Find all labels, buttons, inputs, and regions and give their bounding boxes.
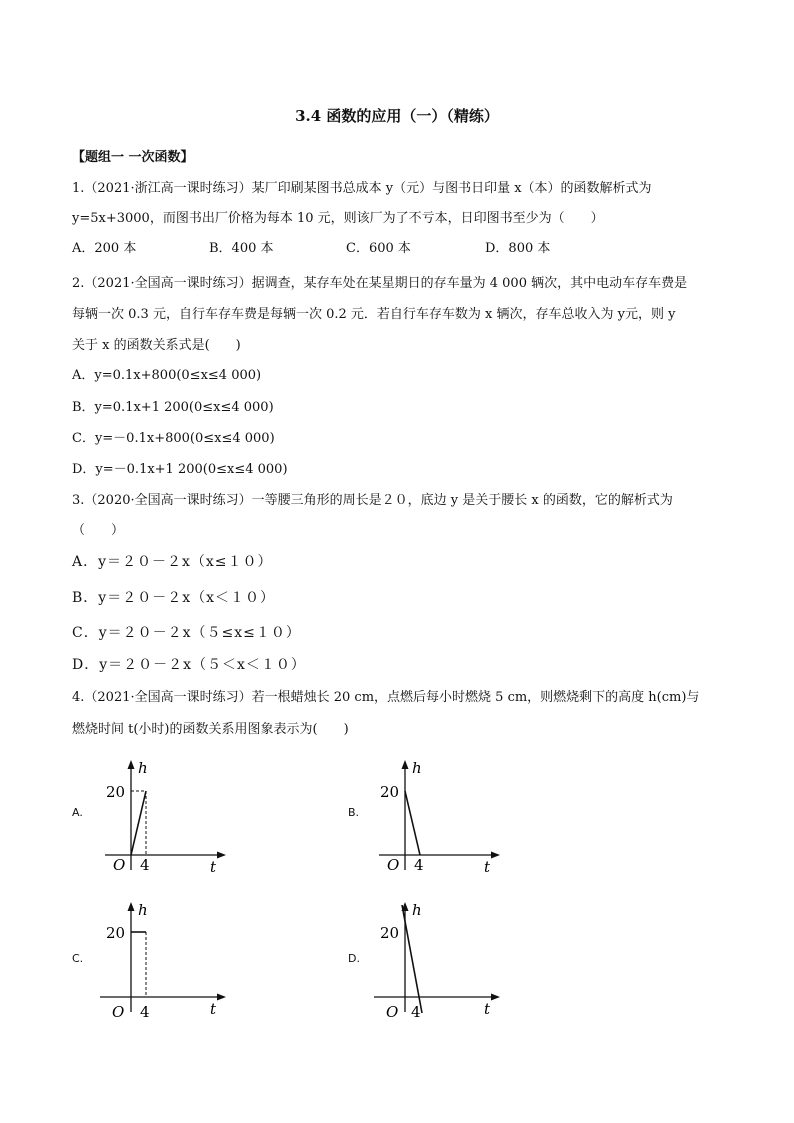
q4-graph-a[interactable] [100, 755, 230, 875]
function-line [131, 791, 146, 855]
y-axis-arrow [402, 760, 409, 769]
q4-option-c-label: C. [72, 952, 84, 965]
q4-graph-d[interactable] [374, 897, 504, 1022]
x-axis-arrow [217, 994, 226, 1001]
x-tick-label: 4 [140, 1003, 150, 1021]
q4-stem-line1: 4.（2021·全国高一课时练习）若一根蜡烛长 20 cm，点燃后每小时燃烧 5 cm，则燃烧剩下的高度 h(cm)与 [72, 690, 700, 705]
group-heading: 【题组一 一次函数】 [72, 150, 194, 165]
q3-stem-line1: 3.（2020·全国高一课时练习）一等腰三角形的周长是２０，底边 y 是关于腰长 x 的函数，它的解析式为 [72, 493, 673, 508]
origin-label: O [112, 1003, 125, 1021]
q3-option-d: D．y＝２０－２x（５＜x＜１０） [72, 657, 306, 673]
x-axis-label: t [210, 1000, 217, 1018]
y-axis-label: h [412, 901, 422, 919]
q3-option-a: A．y＝２０－２x（x≤１０） [72, 554, 273, 570]
q4-stem-line2: 燃烧时间 t(小时)的函数关系用图象表示为( ) [72, 722, 349, 737]
page-title: 3.4 函数的应用（一）（精练） [295, 107, 499, 125]
x-axis-label: t [484, 858, 491, 876]
y-axis-arrow [128, 902, 135, 911]
q4-option-a-label: A. [72, 806, 83, 819]
x-axis-label: t [484, 1000, 491, 1018]
origin-label: O [113, 856, 126, 874]
q1-option-a: A．200 本 [72, 241, 137, 256]
x-tick-label: 4 [414, 856, 424, 874]
y-tick-label: 20 [380, 924, 400, 942]
q2-option-c: C．y=－0.1x+800(0≤x≤4 000) [72, 431, 275, 446]
x-axis-label: t [210, 858, 217, 876]
q4-option-b-label: B. [348, 806, 360, 819]
y-axis-label: h [412, 759, 422, 777]
q4-graph-c[interactable] [100, 897, 230, 1022]
y-axis-arrow [128, 760, 135, 769]
q2-stem-line1: 2.（2021·全国高一课时练习）据调查，某存车处在某星期日的存车量为 4 000 辆次，其中电动车存车费是 [72, 276, 688, 291]
function-line [405, 791, 420, 855]
y-tick-label: 20 [380, 783, 400, 801]
x-tick-label: 4 [411, 1003, 421, 1021]
x-axis-arrow [491, 994, 500, 1001]
q1-option-c: C．600 本 [346, 241, 411, 256]
q2-option-b: B．y=0.1x+1 200(0≤x≤4 000) [72, 400, 274, 415]
q1-option-b: B．400 本 [209, 241, 274, 256]
y-axis-label: h [138, 901, 148, 919]
q2-stem-line2: 每辆一次 0.3 元，自行车存车费是每辆一次 0.2 元．若自行车存车数为 x 辆次，存车总收入为 y元，则 y [72, 307, 676, 322]
x-axis-arrow [217, 852, 226, 859]
q3-option-b: B．y＝２０－２x（x＜１０） [72, 590, 275, 606]
x-axis-arrow [491, 852, 500, 859]
y-tick-label: 20 [106, 783, 126, 801]
x-tick-label: 4 [140, 856, 150, 874]
q1-option-d: D．800 本 [485, 241, 551, 256]
q2-stem-line3: 关于 x 的函数关系式是( ) [72, 338, 241, 353]
y-axis-label: h [138, 759, 148, 777]
q1-stem-line1: 1.（2021·浙江高一课时练习）某厂印刷某图书总成本 y（元）与图书日印量 x（本）的函数解析式为 [72, 181, 652, 196]
y-tick-label: 20 [106, 924, 126, 942]
q2-option-d: D．y=－0.1x+1 200(0≤x≤4 000) [72, 462, 288, 477]
q4-graph-b[interactable] [374, 755, 504, 875]
origin-label: O [386, 1003, 399, 1021]
q1-stem-line2: y=5x+3000，而图书出厂价格为每本 10 元，则该厂为了不亏本，日印图书至少为（ ） [72, 211, 604, 226]
q3-option-c: C．y＝２０－２x（５≤x≤１０） [72, 625, 301, 641]
q3-stem-line2: （ ） [72, 523, 125, 538]
origin-label: O [387, 856, 400, 874]
q4-option-d-label: D. [348, 952, 360, 965]
q2-option-a: A．y=0.1x+800(0≤x≤4 000) [72, 368, 262, 383]
